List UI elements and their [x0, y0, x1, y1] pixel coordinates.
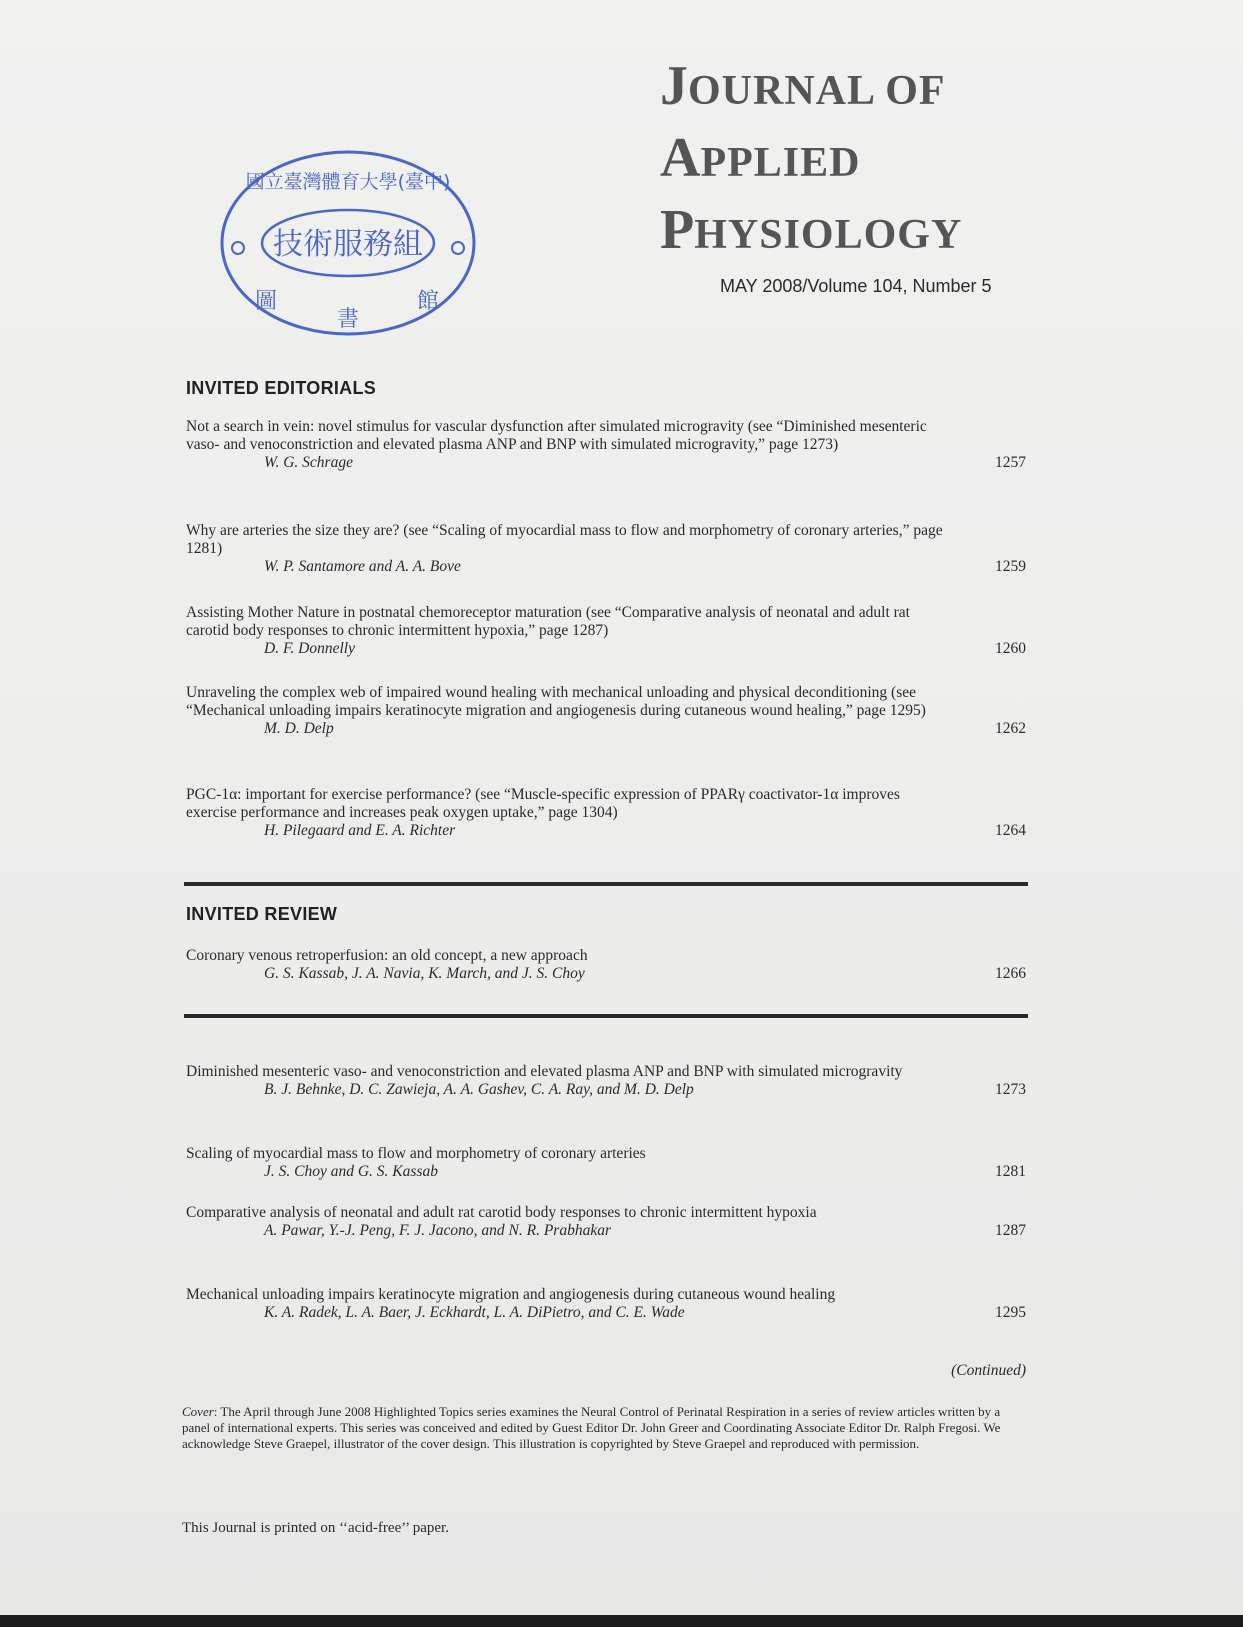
entry-page: 1273: [995, 1081, 1026, 1098]
section-heading-review: INVITED REVIEW: [186, 904, 338, 924]
library-stamp: [218, 148, 478, 338]
entry-page: 1295: [995, 1304, 1026, 1321]
entry-page: 1281: [995, 1163, 1026, 1180]
continued-note: (Continued): [951, 1362, 1026, 1379]
section-divider: [184, 882, 1028, 886]
entry-page: 1260: [995, 640, 1026, 657]
cover-note: [182, 1404, 1028, 1452]
entry-title: Not a search in vein: novel stimulus for vascular dysfunction after simulated microgravity (see “Diminished mesenteric vaso- and venoconstriction and elevated plasma ANP and BNP with simulated microgravity,” page 1273): [186, 418, 927, 453]
toc-entry[interactable]: [186, 947, 1026, 983]
acid-free-note: This Journal is printed on ‘‘acid-free’’ paper.: [182, 1520, 449, 1536]
entry-authors: D. F. Donnelly: [264, 640, 355, 657]
entry-title: Scaling of myocardial mass to flow and morphometry of coronary arteries: [186, 1145, 646, 1162]
entry-authors: W. P. Santamore and A. A. Bove: [264, 558, 461, 575]
page-edge: [0, 1615, 1243, 1627]
entry-title: Coronary venous retroperfusion: an old concept, a new approach: [186, 947, 588, 964]
masthead-line-1: [660, 55, 1220, 130]
toc-entry[interactable]: [186, 786, 1026, 840]
toc-entry[interactable]: [186, 1204, 1026, 1240]
entry-title: Diminished mesenteric vaso- and venoconstriction and elevated plasma ANP and BNP with simulated microgravity: [186, 1063, 903, 1080]
toc-entry[interactable]: [186, 1145, 1026, 1181]
masthead-line-2: [660, 127, 1220, 202]
toc-entry[interactable]: [186, 604, 1026, 658]
entry-authors: W. G. Schrage: [264, 454, 353, 471]
stamp-top-text: 國立臺灣體育大學(臺中): [245, 171, 451, 193]
cover-label: Cover: [182, 1404, 214, 1419]
flower-icon: [232, 242, 244, 254]
toc-entry[interactable]: [186, 1286, 1026, 1322]
entry-title: Comparative analysis of neonatal and adult rat carotid body responses to chronic intermittent hypoxia: [186, 1204, 817, 1221]
toc-entry[interactable]: [186, 522, 1026, 576]
issue-info: MAY 2008/Volume 104, Number 5: [720, 276, 992, 296]
stamp-bottom-left-text: 圖: [254, 289, 278, 314]
toc-entry[interactable]: [186, 684, 1026, 738]
entry-page: 1257: [995, 454, 1026, 471]
entry-authors: G. S. Kassab, J. A. Navia, K. March, and J. S. Choy: [264, 965, 585, 982]
flower-icon: [452, 242, 464, 254]
toc-entry[interactable]: [186, 1063, 1026, 1099]
entry-page: 1264: [995, 822, 1026, 839]
masthead-rest: OURNAL OF: [688, 68, 946, 114]
entry-title: Mechanical unloading impairs keratinocyte migration and angiogenesis during cutaneous wound healing: [186, 1286, 836, 1303]
cover-text: : The April through June 2008 Highlighted Topics series examines the Neural Control of Perinatal Respiration in a series of review articles written by a panel of international experts. This series was conceived and edited by Guest Editor Dr. John Greer and Coordinating Associate Editor Dr. Ralph Fregosi. We acknowledge Steve Graepel, illustrator of the cover design. This illustration is copyrighted by Steve Graepel and reproduced with permission.: [182, 1404, 1001, 1451]
masthead-cap: J: [660, 55, 688, 117]
entry-page: 1287: [995, 1222, 1026, 1239]
entry-authors: K. A. Radek, L. A. Baer, J. Eckhardt, L. A. DiPietro, and C. E. Wade: [264, 1304, 685, 1321]
entry-page: 1262: [995, 720, 1026, 737]
entry-title: Unraveling the complex web of impaired wound healing with mechanical unloading and physical deconditioning (see “Mechanical unloading impairs keratinocyte migration and angiogenesis during cutaneous wound healing,” page 1295): [186, 684, 926, 719]
entry-title: Why are arteries the size they are? (see “Scaling of myocardial mass to flow and morphometry of coronary arteries,” page 1281): [186, 522, 943, 557]
entry-title: PGC-1α: important for exercise performance? (see “Muscle-specific expression of PPARγ coactivator-1α improves exercise performance and increases peak oxygen uptake,” page 1304): [186, 786, 900, 821]
entry-title: Assisting Mother Nature in postnatal chemoreceptor maturation (see “Comparative analysis of neonatal and adult rat carotid body responses to chronic intermittent hypoxia,” page 1287): [186, 604, 910, 639]
masthead-line-3: [660, 199, 1220, 274]
masthead-rest: PPLIED: [700, 140, 861, 186]
toc-entry[interactable]: [186, 418, 1026, 472]
stamp-bottom-mid-text: 書: [336, 307, 360, 332]
entry-authors: B. J. Behnke, D. C. Zawieja, A. A. Gashev, C. A. Ray, and M. D. Delp: [264, 1081, 694, 1098]
stamp-middle-text: 技術服務組: [273, 227, 423, 262]
section-divider: [184, 1014, 1028, 1018]
masthead-cap: A: [660, 127, 701, 189]
entry-authors: M. D. Delp: [264, 720, 334, 737]
stamp-bottom-right-text: 館: [416, 289, 440, 314]
masthead-cap: P: [660, 199, 695, 261]
entry-authors: H. Pilegaard and E. A. Richter: [264, 822, 456, 839]
masthead-rest: HYSIOLOGY: [694, 212, 963, 258]
section-heading-editorials: INVITED EDITORIALS: [186, 378, 377, 398]
entry-authors: J. S. Choy and G. S. Kassab: [264, 1163, 438, 1180]
entry-page: 1266: [995, 965, 1026, 982]
stamp-graphic: [218, 148, 478, 338]
journal-masthead: [660, 55, 1220, 274]
entry-page: 1259: [995, 558, 1026, 575]
entry-authors: A. Pawar, Y.-J. Peng, F. J. Jacono, and N. R. Prabhakar: [264, 1222, 612, 1239]
